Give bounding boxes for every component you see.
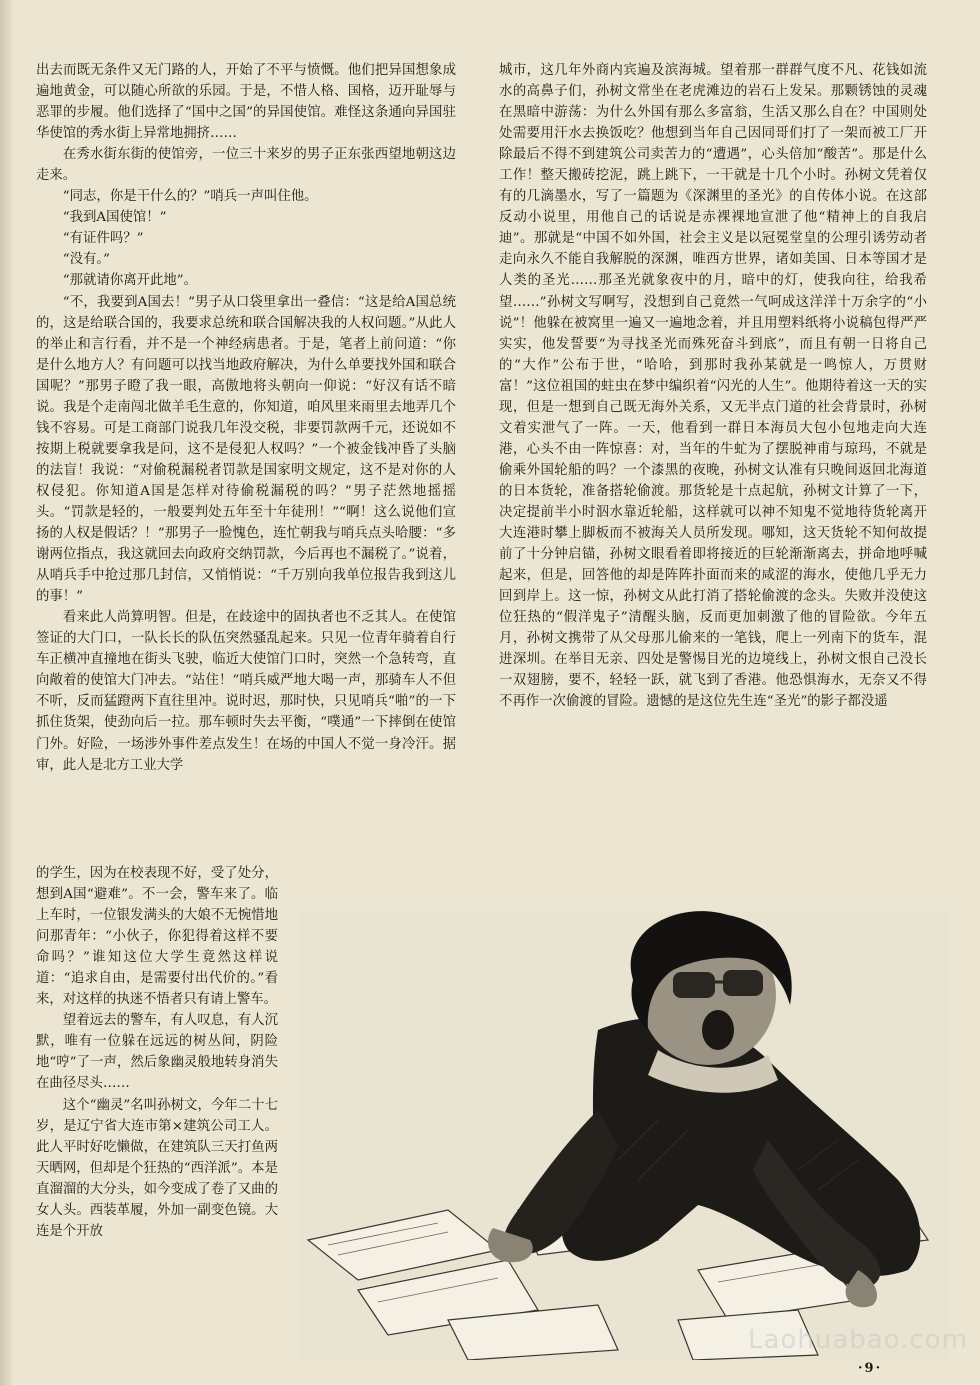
paragraph: 的学生，因为在校表现不好，受了处分，想到A国“避难”。不一会，警车来了。临上车时，一位银发满头的大娘不无惋惜地问那青年：“小伙子，你犯得着这样不要命吗？”谁知这位大学生竟然这样说道：“追求自由，是需要付出代价的。”看来，对这样的执迷不悟者只有请上警车。 xyxy=(36,866,278,1008)
page-number: ·9· xyxy=(858,1361,883,1376)
paragraph: 在秀水街东街的使馆旁，一位三十来岁的男子正东张西望地朝这边走来。 xyxy=(36,147,456,184)
left-column-top xyxy=(36,60,456,860)
paragraph: “我到A国使馆！” xyxy=(62,210,167,226)
right-column xyxy=(499,60,927,868)
watermark: Laohuabao.com xyxy=(748,1325,968,1355)
paragraph: 城市，这几年外商内宾遍及滨海城。望着那一群群气度不凡、花钱如流水的高鼻子们，孙树文常坐在老虎滩边的岩石上发呆。那颗锈蚀的灵魂在黑暗中游荡：为什么外国有那么多富翁，生活又那么自在？中国则处处需要用汗水去换饭吃？他想到当年自己因同哥们打了一架而被工厂开除最后不得不到建筑公司卖苦力的“遭遇”，心头倍加“酸苦”。那是什么工作！整天搬砖挖泥，跳上跳下，一干就是十几个小时。孙树文凭着仅有的几滴墨水，写了一篇题为《深渊里的圣光》的自传体小说。在这部反动小说里，用他自己的话说是赤裸裸地宣泄了他“精神上的自我启迪”。那就是“中国不如外国，社会主义是以冠冕堂皇的公理引诱劳动者走向永久不能自我解脱的深渊，唯西方世界，诸如美国、日本等国才是人类的圣光……那圣光就象夜中的月，暗中的灯，使我向往，给我希望……”孙树文写啊写，没想到自己竟然一气呵成这洋洋十万余字的“小说”！他躲在被窝里一遍又一遍地念着，并且用塑料纸将小说稿包得严严实实，他发誓要“为寻找圣光而殊死奋斗到底”，而且有朝一日将自己的“大作”公布于世，“哈哈，到那时我孙某就是一鸣惊人，万贯财富！”这位祖国的蛀虫在梦中编织着“闪光的人生”。他期待着这一天的实现，但是一想到自己既无海外关系，又无半点门道的社会背景时，孙树文着实泄气了一阵。一天，他看到一群日本海员大包小包地走向大连港，心头不由一阵惊喜：对，当年的牛虻为了摆脱神甫与琼玛，不就是偷乘外国轮船的吗？一个漆黑的夜晚，孙树文认准有只晚间返回北海道的日本货轮，准备搭轮偷渡。那货轮是十点起航，孙树文计算了一下，决定提前半小时泅水靠近轮船，这样就可以神不知鬼不觉地待货轮离开大连港时攀上脚板而不被海关人员所发现。哪知，这天货轮不知何故提前了十分钟启锚，孙树文眼看着即将接近的巨轮渐渐离去，拼命地呼喊起来，但是，回答他的却是阵阵扑面而来的咸涩的海水，使他几乎无力回到岸上。这一惊，孙树文从此打消了搭轮偷渡的念头。失败并没使这位狂热的“假洋鬼子”清醒头脑，反而更加刺激了他的冒险欲。今年五月，孙树文携带了从父母那儿偷来的一笔钱，爬上一列南下的货车，混进深圳。在举目无亲、四处是警惕目光的边境线上，孙树文恨自己没长一双翅膀，要不，轻轻一跃，就飞到了香港。他恐惧海水，无奈又不得不再作一次偷渡的冒险。遗憾的是这位先生连“圣光”的影子都没遥 xyxy=(499,63,927,710)
paragraph: 出去而既无条件又无门路的人，开始了不平与愤慨。他们把异国想象成遍地黄金，可以随心所欲的乐园。于是，不惜人格、国格，迈开耻辱与恶罪的步履。他们选择了“国中之国”的异国使馆。难怪这条通向异国驻华使馆的秀水街上异常地拥挤…… xyxy=(36,63,456,142)
paragraph: “那就请你离开此地”。 xyxy=(62,273,198,289)
page-spine-shadow xyxy=(0,0,12,1385)
paragraph: 望着远去的警车，有人叹息，有人沉默，唯有一位躲在远远的树丛间，阴险地“哼”了一声，然后象幽灵般地转身消失在曲径尽头…… xyxy=(36,1013,278,1092)
paragraph: “没有。” xyxy=(62,252,110,268)
illustration-man-crawling xyxy=(298,910,950,1360)
paragraph: “不，我要到A国去！”男子从口袋里拿出一叠信：“这是给A国总统的，这是给联合国的，我要求总统和联合国解决我的人权问题。”从此人的举止和言行看，并不是一个神经病患者。于是，笔者上前问道：“你是什么地方人？有问题可以找当地政府解决，为什么单要找外国和联合国呢？”那男子瞪了我一眼，高傲地将头朝向一仰说：“好汉有话不暗说。我是个走南闯北做羊毛生意的，你知道，咱风里来雨里去地弄几个钱不容易。可是工商部门说我几年没交税，非要罚款两千元，还说如不按期上税就要拿我是问，这不是侵犯人权吗？”一个被金钱冲昏了头脑的法盲！我说：“对偷税漏税者罚款是国家明文规定，这不是对你的人权侵犯。你知道A国是怎样对待偷税漏税的吗？”男子茫然地摇摇头。“罚款是轻的，一般要判处五年至十年徒刑！”“啊！这么说他们宣扬的人权是假话？！”那男子一脸愧色，连忙朝我与哨兵点头哈腰：“多谢两位指点，我这就回去向政府交纳罚款，今后再也不漏税了。”说着，从哨兵手中抢过那几封信，又悄悄说：“千万别向我单位报告我到这儿的事！” xyxy=(36,294,456,605)
left-column-bottom xyxy=(36,863,278,1355)
paragraph: “同志，你是干什么的？”哨兵一声叫住他。 xyxy=(62,189,318,205)
paragraph: 看来此人尚算明智。但是，在歧途中的固执者也不乏其人。在使馆签证的大门口，一队长长的队伍突然骚乱起来。只见一位青年骑着自行车正横冲直撞地在街头飞驶，临近大使馆门口时，突然一个急转弯，直向敞着的使馆大门冲去。“站住！”哨兵威严地大喝一声，那骑车人不但不听，反而猛蹬两下直往里冲。说时迟，那时快，只见哨兵“啪”的一下抓住货架，使劲向后一拉。那车顿时失去平衡，“噗通”一下摔倒在使馆门外。好险，一场涉外事件差点发生！在场的中国人不觉一身冷汗。据审，此人是北方工业大学 xyxy=(36,610,456,773)
paragraph: “有证件吗？” xyxy=(62,231,144,247)
paragraph: 这个“幽灵”名叫孙树文，今年二十七岁，是辽宁省大连市第×建筑公司工人。此人平时好吃懒做，在建筑队三天打鱼两天晒网，但却是个狂热的“西洋派”。本是直溜溜的大分头，如今变成了卷了又曲的女人头。西装革履，外加一副变色镜。大连是个开放 xyxy=(36,1097,278,1239)
